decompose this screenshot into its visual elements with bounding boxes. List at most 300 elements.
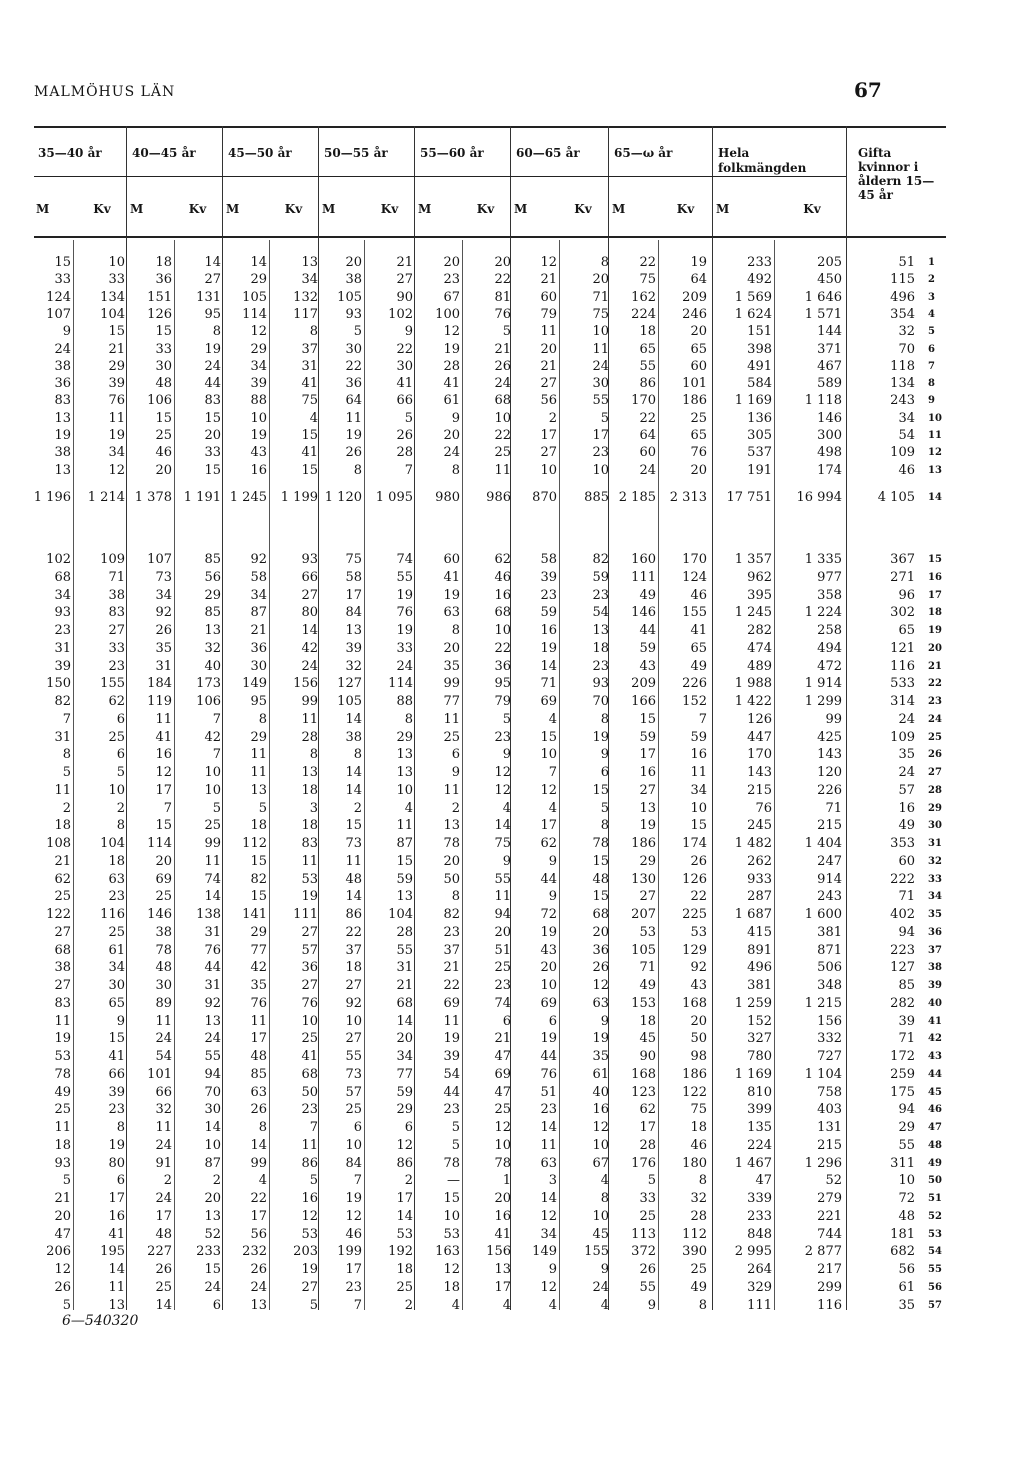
table-cell: 372: [631, 1244, 656, 1260]
table-cell: 10: [396, 782, 413, 798]
table-cell: 31: [301, 358, 318, 374]
table-cell: 65: [639, 341, 656, 357]
table-cell: 65: [690, 640, 707, 656]
table-cell: 215: [747, 782, 772, 798]
table-cell: 51: [494, 942, 511, 958]
table-cell: 12: [443, 1262, 460, 1277]
table-row: [0, 817, 1024, 834]
table-cell: 10: [204, 765, 221, 780]
table-cell: 15: [592, 889, 609, 905]
table-row: [0, 995, 1024, 1012]
table-cell: 9: [502, 747, 511, 763]
table-cell: 81: [494, 289, 511, 305]
table-cell: 8: [451, 623, 460, 638]
table-cell: 46: [690, 1137, 707, 1153]
table-cell: 90: [396, 289, 413, 305]
table-cell: 27: [540, 376, 557, 392]
table-cell: 42: [301, 640, 318, 656]
table-cell: 28: [396, 924, 413, 940]
table-cell: 108: [46, 836, 71, 851]
table-cell: 225: [682, 907, 707, 922]
table-cell: 116: [817, 1297, 842, 1313]
table-cell: 977: [817, 569, 842, 585]
table-cell: 34: [250, 587, 267, 603]
row-number: 41: [928, 1015, 942, 1027]
table-cell: 20: [443, 640, 460, 656]
table-cell: 34: [54, 587, 71, 603]
table-cell: 2: [548, 410, 557, 426]
table-cell: 83: [54, 995, 71, 1011]
table-cell: 16: [301, 1191, 318, 1206]
table-cell: 22: [396, 341, 413, 357]
table-cell: 60: [639, 445, 656, 461]
row-number: 2: [928, 274, 935, 286]
table-cell: 15: [540, 729, 557, 745]
table-cell: 59: [396, 871, 413, 887]
table-cell: 77: [443, 694, 460, 709]
table-cell: 68: [54, 569, 71, 585]
table-cell: 22: [494, 640, 511, 656]
table-cell: 59: [690, 729, 707, 745]
table-cell: 13: [204, 1208, 221, 1224]
table-cell: 20: [345, 255, 362, 270]
table-cell: 30: [592, 376, 609, 392]
table-cell: 126: [147, 306, 172, 322]
table-cell: 26: [494, 358, 511, 374]
table-cell: 41: [301, 376, 318, 392]
table-cell: 59: [639, 640, 656, 656]
table-cell: 55: [396, 569, 413, 585]
table-cell: 29: [396, 729, 413, 745]
table-cell: 1 646: [804, 289, 842, 305]
table-cell: 23: [443, 1102, 460, 1118]
table-cell: 415: [747, 924, 772, 940]
table-cell: 15: [155, 324, 172, 340]
table-cell: 76: [301, 995, 318, 1011]
table-cell: 92: [204, 995, 221, 1011]
table-cell: 10: [301, 1013, 318, 1029]
table-cell: 47: [54, 1226, 71, 1242]
table-cell: 327: [747, 1031, 772, 1047]
table-cell: 17: [592, 428, 609, 443]
table-cell: 1 169: [734, 393, 772, 409]
table-row: [0, 888, 1024, 905]
total-cell: 885: [584, 490, 609, 505]
table-cell: 19: [204, 341, 221, 357]
table-cell: 109: [890, 729, 915, 745]
table-cell: 28: [443, 358, 460, 374]
table-cell: 5: [62, 1297, 71, 1313]
table-cell: 19: [54, 1031, 71, 1047]
table-cell: 19: [443, 587, 460, 603]
table-row: [0, 604, 1024, 621]
table-cell: 14: [396, 1208, 413, 1224]
table-cell: 23: [345, 1279, 362, 1295]
table-cell: 848: [747, 1226, 772, 1242]
table-cell: 18: [301, 782, 318, 798]
table-cell: 12: [494, 1120, 511, 1135]
table-cell: 10: [592, 324, 609, 340]
row-number: 36: [928, 926, 942, 938]
table-cell: 195: [100, 1244, 125, 1260]
table-cell: 155: [682, 605, 707, 621]
table-cell: 16: [898, 800, 915, 816]
row-number: 24: [928, 713, 942, 725]
table-cell: 2: [116, 800, 125, 816]
table-cell: 17: [396, 1191, 413, 1206]
table-cell: 25: [155, 1279, 172, 1295]
table-cell: 15: [250, 853, 267, 869]
table-cell: 55: [898, 1137, 915, 1153]
table-cell: 64: [639, 428, 656, 443]
table-cell: 36: [250, 640, 267, 656]
table-cell: 59: [592, 569, 609, 585]
table-cell: 151: [147, 289, 172, 305]
table-cell: 34: [898, 410, 915, 426]
table-cell: 33: [155, 341, 172, 357]
sub-header-m: M: [514, 202, 528, 216]
table-cell: 78: [54, 1066, 71, 1082]
table-cell: 9: [600, 1262, 609, 1277]
table-cell: 95: [204, 306, 221, 322]
table-cell: 22: [345, 924, 362, 940]
table-cell: 37: [301, 341, 318, 357]
table-cell: 65: [898, 623, 915, 638]
table-cell: 24: [54, 341, 71, 357]
table-cell: 10: [592, 1208, 609, 1224]
table-cell: 71: [825, 800, 842, 816]
table-cell: 7: [212, 711, 221, 727]
table-cell: 27: [54, 978, 71, 993]
sub-header-m: M: [36, 202, 50, 216]
table-cell: 71: [108, 569, 125, 585]
table-cell: 26: [639, 1262, 656, 1277]
table-cell: 33: [54, 272, 71, 288]
sub-header-m: M: [226, 202, 240, 216]
table-cell: 36: [155, 272, 172, 288]
table-cell: 36: [54, 376, 71, 392]
table-cell: 53: [54, 1049, 71, 1064]
table-cell: 21: [396, 255, 413, 270]
table-cell: 54: [443, 1066, 460, 1082]
table-cell: 9: [548, 889, 557, 905]
table-cell: 258: [817, 623, 842, 638]
table-cell: 13: [54, 410, 71, 426]
table-cell: 93: [592, 676, 609, 692]
table-cell: 9: [647, 1297, 656, 1313]
table-cell: 6: [116, 747, 125, 763]
table-cell: 67: [443, 289, 460, 305]
table-cell: 21: [443, 960, 460, 976]
table-cell: 353: [890, 836, 915, 851]
table-cell: 17: [345, 587, 362, 603]
table-cell: 62: [108, 694, 125, 709]
header-subrule: [34, 236, 846, 237]
table-cell: 10: [345, 1013, 362, 1029]
table-cell: 76: [755, 800, 772, 816]
table-cell: 72: [540, 907, 557, 922]
table-cell: 66: [301, 569, 318, 585]
table-cell: 84: [345, 1155, 362, 1171]
sub-header-kv: Kv: [676, 202, 695, 216]
table-cell: 9: [451, 765, 460, 780]
table-cell: 24: [155, 1191, 172, 1206]
table-cell: 24: [155, 1137, 172, 1153]
table-cell: 46: [494, 569, 511, 585]
table-cell: 104: [100, 306, 125, 322]
table-cell: 25: [155, 889, 172, 905]
table-cell: 4: [600, 1173, 609, 1189]
table-cell: 5: [451, 1120, 460, 1135]
table-cell: 64: [690, 272, 707, 288]
table-cell: 16: [494, 587, 511, 603]
table-cell: 8: [600, 818, 609, 834]
table-cell: 143: [747, 765, 772, 780]
table-cell: 13: [639, 800, 656, 816]
table-cell: 124: [682, 569, 707, 585]
table-cell: 186: [631, 836, 656, 851]
table-cell: 16: [108, 1208, 125, 1224]
table-cell: 402: [890, 907, 915, 922]
age-group-header: Hela folkmängden: [718, 146, 807, 175]
table-cell: 70: [592, 694, 609, 709]
table-cell: 20: [494, 1191, 511, 1206]
table-row: [0, 1297, 1024, 1314]
table-cell: 16: [690, 747, 707, 763]
row-number: 19: [928, 625, 942, 636]
table-cell: 84: [345, 605, 362, 621]
table-cell: 287: [747, 889, 772, 905]
table-cell: 11: [396, 818, 413, 834]
table-cell: 68: [494, 393, 511, 409]
table-cell: 1 988: [734, 676, 772, 692]
table-cell: 24: [592, 1279, 609, 1295]
table-cell: 2 877: [804, 1244, 842, 1260]
table-cell: 29: [204, 587, 221, 603]
page-header-title: MALMÖHUS LÄN: [34, 84, 176, 100]
table-cell: 75: [301, 393, 318, 409]
table-cell: 29: [250, 924, 267, 940]
table-cell: 34: [301, 272, 318, 288]
row-number: 56: [928, 1281, 942, 1293]
table-cell: 94: [898, 924, 915, 940]
row-number: 13: [928, 464, 942, 476]
table-cell: 5: [62, 765, 71, 780]
table-cell: 381: [817, 924, 842, 940]
table-cell: 55: [639, 358, 656, 374]
table-cell: 186: [682, 1066, 707, 1082]
table-cell: 75: [592, 306, 609, 322]
table-cell: 23: [540, 587, 557, 603]
table-cell: 1: [502, 1173, 511, 1189]
table-row: [0, 1155, 1024, 1172]
table-cell: 13: [396, 747, 413, 763]
table-cell: 4: [404, 800, 413, 816]
table-cell: 447: [747, 729, 772, 745]
table-cell: 134: [890, 376, 915, 392]
table-cell: 80: [301, 605, 318, 621]
table-cell: 86: [301, 1155, 318, 1171]
table-cell: 115: [890, 272, 915, 288]
table-cell: 25: [204, 818, 221, 834]
table-cell: 467: [817, 358, 842, 374]
table-cell: 2: [404, 1297, 413, 1313]
table-cell: 132: [293, 289, 318, 305]
table-cell: 118: [890, 358, 915, 374]
table-cell: 69: [540, 694, 557, 709]
sub-header-kv: Kv: [803, 202, 821, 216]
table-cell: 226: [817, 782, 842, 798]
table-cell: 43: [690, 978, 707, 993]
table-cell: 4: [258, 1173, 267, 1189]
table-cell: 15: [204, 1262, 221, 1277]
table-cell: 112: [682, 1226, 707, 1242]
table-row: [0, 587, 1024, 604]
table-row: [0, 1066, 1024, 1083]
table-cell: 163: [435, 1244, 460, 1260]
table-cell: 32: [345, 658, 362, 674]
table-cell: 166: [631, 694, 656, 709]
table-cell: 46: [345, 1226, 362, 1242]
table-cell: 22: [250, 1191, 267, 1206]
table-cell: 11: [54, 782, 71, 798]
table-cell: 7: [163, 800, 172, 816]
table-cell: 26: [690, 853, 707, 869]
table-cell: 39: [540, 569, 557, 585]
table-cell: 78: [155, 942, 172, 958]
table-cell: 758: [817, 1084, 842, 1100]
table-cell: 398: [747, 341, 772, 357]
table-cell: 73: [345, 836, 362, 851]
table-cell: 15: [108, 324, 125, 340]
table-cell: 22: [494, 428, 511, 443]
table-cell: 491: [747, 358, 772, 374]
table-cell: 21: [54, 1191, 71, 1206]
table-cell: 63: [108, 871, 125, 887]
table-cell: 16: [592, 1102, 609, 1118]
table-cell: 120: [817, 765, 842, 780]
table-cell: 33: [639, 1191, 656, 1206]
table-cell: 205: [817, 255, 842, 270]
table-cell: 122: [682, 1084, 707, 1100]
table-cell: 24: [639, 462, 656, 478]
row-number: 57: [928, 1299, 942, 1311]
table-cell: 75: [345, 552, 362, 567]
table-cell: 66: [108, 1066, 125, 1082]
table-cell: 74: [494, 995, 511, 1011]
table-cell: 31: [54, 729, 71, 745]
table-cell: 12: [540, 255, 557, 270]
table-cell: 94: [204, 1066, 221, 1082]
table-cell: 71: [898, 1031, 915, 1047]
table-cell: 23: [494, 978, 511, 993]
row-number: 10: [928, 412, 942, 424]
table-cell: 34: [250, 358, 267, 374]
footer-code: 6—540320: [62, 1313, 139, 1329]
table-cell: 55: [494, 871, 511, 887]
table-cell: 11: [443, 711, 460, 727]
table-cell: 12: [54, 1262, 71, 1277]
total-cell: 1 095: [375, 490, 413, 505]
table-cell: 18: [345, 960, 362, 976]
table-row: [0, 1084, 1024, 1101]
age-group-header: 60—65 år: [516, 146, 580, 160]
row-number: 17: [928, 589, 942, 601]
table-cell: 2: [163, 1173, 172, 1189]
table-cell: 472: [817, 658, 842, 674]
table-cell: 43: [250, 445, 267, 461]
table-row: [0, 358, 1024, 375]
table-cell: 11: [108, 1279, 125, 1295]
table-row: [0, 289, 1024, 306]
table-cell: 156: [293, 676, 318, 692]
table-cell: 85: [898, 978, 915, 993]
table-cell: 58: [345, 569, 362, 585]
table-cell: 76: [690, 445, 707, 461]
table-cell: 20: [690, 324, 707, 340]
table-cell: 8: [451, 889, 460, 905]
table-row: [0, 1279, 1024, 1296]
table-cell: 264: [747, 1262, 772, 1277]
table-cell: 152: [682, 694, 707, 709]
table-cell: 23: [592, 445, 609, 461]
table-cell: 41: [155, 729, 172, 745]
total-cell: 1 191: [183, 490, 221, 505]
table-cell: 22: [494, 272, 511, 288]
table-cell: 101: [147, 1066, 172, 1082]
table-cell: 17: [108, 1191, 125, 1206]
table-cell: 25: [443, 729, 460, 745]
table-cell: 206: [46, 1244, 71, 1260]
table-row: [0, 782, 1024, 799]
table-cell: 71: [540, 676, 557, 692]
table-cell: 15: [592, 782, 609, 798]
table-cell: 19: [301, 1262, 318, 1277]
table-cell: 49: [639, 587, 656, 603]
table-cell: 20: [494, 924, 511, 940]
table-cell: 89: [155, 995, 172, 1011]
table-cell: 7: [404, 462, 413, 478]
table-cell: 35: [592, 1049, 609, 1064]
table-cell: 24: [155, 1031, 172, 1047]
table-cell: 50: [301, 1084, 318, 1100]
table-cell: 82: [250, 871, 267, 887]
row-number: 8: [928, 378, 935, 390]
table-cell: 21: [494, 341, 511, 357]
table-cell: 54: [898, 428, 915, 443]
table-row: [0, 1172, 1024, 1189]
table-cell: 42: [250, 960, 267, 976]
table-cell: 914: [817, 871, 842, 887]
table-cell: 12: [540, 1279, 557, 1295]
table-cell: 170: [631, 393, 656, 409]
table-cell: 72: [898, 1191, 915, 1206]
table-cell: 17: [155, 1208, 172, 1224]
table-cell: 48: [345, 871, 362, 887]
table-cell: 61: [898, 1279, 915, 1295]
table-cell: 60: [443, 552, 460, 567]
table-cell: 51: [898, 255, 915, 270]
table-cell: 12: [345, 1208, 362, 1224]
row-number: 1: [928, 257, 935, 268]
row-number: 20: [928, 642, 942, 654]
table-cell: 15: [155, 818, 172, 834]
table-cell: 28: [690, 1208, 707, 1224]
table-cell: 18: [54, 1137, 71, 1153]
age-group-header: 45—50 år: [228, 146, 292, 160]
table-cell: 11: [54, 1013, 71, 1029]
table-row: [0, 1208, 1024, 1225]
